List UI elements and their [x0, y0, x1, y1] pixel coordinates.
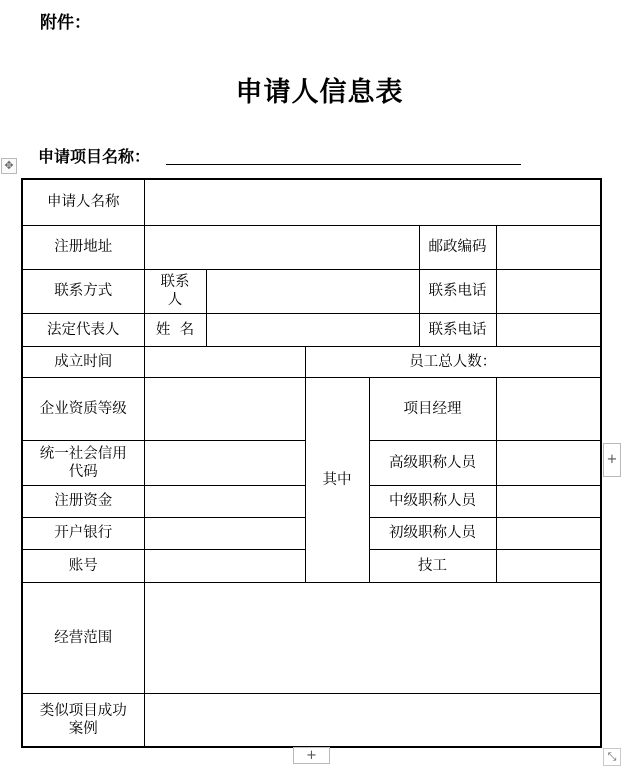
label-technician-text: 技工: [418, 557, 447, 574]
input-legal-rep-name[interactable]: [206, 313, 419, 346]
label-junior-title: [369, 517, 496, 549]
label-legal-rep-phone-text: 联系电话: [428, 321, 487, 338]
label-postal-code: [419, 225, 496, 269]
input-business-scope[interactable]: [144, 582, 601, 693]
label-reg-capital: [22, 485, 144, 517]
label-qualification: [22, 377, 144, 440]
label-contact-phone-text: 联系电话: [428, 283, 487, 299]
label-bank-text: 开户银行: [54, 525, 113, 541]
label-established: [22, 346, 144, 377]
label-senior-title-text: 高级职称人员: [389, 454, 476, 471]
input-qualification[interactable]: [144, 377, 305, 440]
label-registered-address: [22, 225, 144, 269]
input-contact-phone[interactable]: [496, 269, 601, 313]
label-business-scope-text: 经营范围: [54, 629, 113, 646]
label-project-manager-text: 项目经理: [403, 400, 462, 417]
project-name-label: 申请项目名称：: [38, 147, 151, 166]
input-technician[interactable]: [496, 549, 601, 582]
label-senior-title: [369, 440, 496, 485]
input-reg-capital[interactable]: [144, 485, 305, 517]
label-mid-title: [369, 485, 496, 517]
label-similar-cases-line1: 类似项目成功: [39, 702, 127, 719]
label-contact-method-text: 联系方式: [54, 283, 113, 299]
label-contact-phone: [419, 269, 496, 313]
input-applicant-name[interactable]: [144, 179, 601, 225]
add-row-plus-icon[interactable]: +: [293, 747, 330, 764]
input-similar-cases[interactable]: [144, 693, 601, 747]
applicant-info-table: [21, 178, 602, 748]
input-postal-code[interactable]: [496, 225, 601, 269]
label-account: [22, 549, 144, 582]
label-postal-code-text: 邮政编码: [428, 239, 487, 255]
label-account-text: 账号: [68, 557, 98, 574]
page-title: 申请人信息表: [235, 77, 404, 108]
table-move-handle-icon[interactable]: ✥: [1, 158, 17, 174]
label-junior-title-text: 初级职称人员: [389, 525, 476, 541]
input-established[interactable]: [144, 346, 305, 377]
label-legal-rep-name-text: 姓 名: [155, 321, 195, 338]
label-applicant-name-text: 申请人名称: [47, 194, 120, 211]
input-credit-code[interactable]: [144, 440, 305, 485]
input-project-manager[interactable]: [496, 377, 601, 440]
label-bank: [22, 517, 144, 549]
label-qualification-text: 企业资质等级: [39, 400, 127, 417]
input-legal-rep-phone[interactable]: [496, 313, 601, 346]
label-contact-person-bottom: 人: [167, 292, 183, 308]
input-junior-title[interactable]: [496, 517, 601, 549]
label-registered-address-text: 注册地址: [54, 239, 113, 255]
label-total-staff-text: 员工总人数：: [409, 353, 497, 370]
label-credit-code-line2: 代码: [68, 463, 98, 480]
label-established-text: 成立时间: [54, 353, 113, 370]
input-mid-title[interactable]: [496, 485, 601, 517]
label-similar-cases: [22, 693, 144, 747]
label-legal-rep-phone: [419, 313, 496, 346]
input-bank[interactable]: [144, 517, 305, 549]
label-legal-rep-text: 法定代表人: [47, 321, 120, 338]
label-credit-code-line1: 统一社会信用: [39, 445, 127, 462]
label-project-manager: [369, 377, 496, 440]
label-credit-code: [22, 440, 144, 485]
label-total-staff[interactable]: [305, 346, 601, 377]
label-technician: [369, 549, 496, 582]
label-legal-rep: [22, 313, 144, 346]
label-mid-title-text: 中级职称人员: [389, 493, 476, 509]
label-reg-capital-text: 注册资金: [54, 493, 113, 509]
label-applicant-name: [22, 179, 144, 225]
label-legal-rep-name: [144, 313, 206, 346]
input-senior-title[interactable]: [496, 440, 601, 485]
label-business-scope: [22, 582, 144, 693]
add-column-plus-icon[interactable]: +: [603, 443, 621, 477]
label-among-them-text: 其中: [322, 471, 352, 488]
project-name-underline[interactable]: [166, 164, 521, 165]
label-contact-method: [22, 269, 144, 313]
attachment-label: 附件：: [40, 13, 91, 33]
input-registered-address[interactable]: [144, 225, 419, 269]
label-contact-person-top: 联系: [160, 274, 190, 290]
table-resize-icon[interactable]: ⤡: [603, 748, 621, 766]
label-similar-cases-line2: 案例: [68, 720, 98, 737]
input-account[interactable]: [144, 549, 305, 582]
label-among-them: [305, 377, 369, 582]
label-contact-person: [144, 269, 206, 313]
input-contact-person[interactable]: [206, 269, 419, 313]
